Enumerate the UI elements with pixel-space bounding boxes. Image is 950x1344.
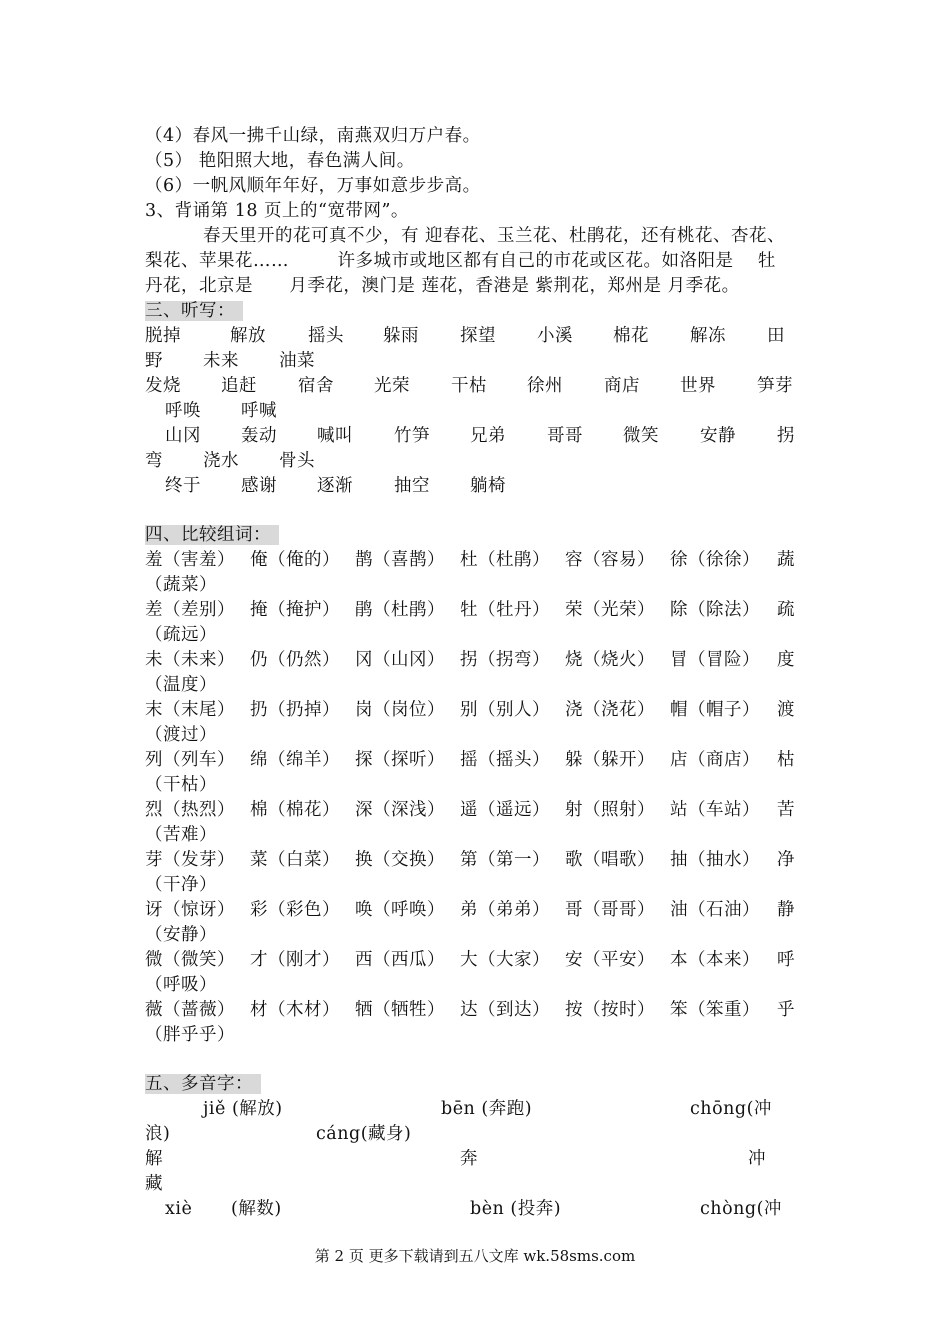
compare-entry: 掩（掩护） — [250, 600, 340, 620]
dictation-word: 解冻 — [690, 326, 726, 346]
compare-entry: 探（探听） — [355, 750, 445, 770]
compare-entry: 躲（躲开） — [565, 750, 655, 770]
compare-entry: 苦 — [777, 800, 795, 820]
dictation-word: 逐渐 — [317, 476, 353, 496]
compare-entry: 除（除法） — [670, 600, 760, 620]
section3-heading: 三、听写： — [145, 299, 243, 324]
dictation-word: 哥哥 — [547, 426, 583, 446]
compare-entry: 绵（绵羊） — [250, 750, 340, 770]
compare-entry: 渡 — [777, 700, 795, 720]
compare-entry: 牡（牡丹） — [460, 600, 550, 620]
dictation-word: 轰动 — [241, 426, 277, 446]
dictation-word: 徐州 — [527, 376, 563, 396]
compare-entry: 油（石油） — [670, 900, 760, 920]
compare-entry: 杜（杜鹃） — [460, 550, 550, 570]
compare-entry: 微（微笑） — [145, 950, 235, 970]
dictation-word: 笋芽 — [757, 376, 793, 396]
compare-entry: 鹊（喜鹊） — [355, 550, 445, 570]
dictation-word: 山冈 — [165, 426, 201, 446]
polyphone-entry: (解数) — [231, 1199, 282, 1219]
polyphone-entry: cáng(藏身) — [316, 1124, 412, 1144]
compare-entry: 遥（遥远） — [460, 800, 550, 820]
dictation-word: 田 — [767, 326, 785, 346]
compare-entry: 摇（摇头） — [460, 750, 550, 770]
compare-entry: 安（平安） — [565, 950, 655, 970]
compare-entry: 俺（俺的） — [250, 550, 340, 570]
compare-entry: 歌（唱歌） — [565, 850, 655, 870]
compare-entry: 烧（烧火） — [565, 650, 655, 670]
passage-line-1: 春天里开的花可真不少，有 迎春花、玉兰花、杜鹃花，还有桃花、杏花、 — [203, 226, 786, 246]
dictation-word: 微笑 — [623, 426, 659, 446]
dictation-word: 干枯 — [451, 376, 487, 396]
compare-entry: 静 — [777, 900, 795, 920]
dictation-word: 棉花 — [613, 326, 649, 346]
compare-entry: 枯 — [777, 750, 795, 770]
compare-entry: （安静） — [145, 925, 217, 945]
compare-entry: 帽（帽子） — [670, 700, 760, 720]
compare-entry: 薇（蔷薇） — [145, 1000, 235, 1020]
dictation-word: 躲雨 — [383, 326, 419, 346]
polyphone-char: 冲 — [748, 1149, 766, 1169]
compare-entry: 扔（扔掉） — [250, 700, 340, 720]
dictation-word: 呼唤 — [165, 401, 201, 421]
polyphone-entry: chòng(冲 — [700, 1199, 782, 1219]
dictation-word: 光荣 — [374, 376, 410, 396]
passage-line-3: 丹花，北京是 月季花，澳门是 莲花，香港是 紫荆花，郑州是 月季花。 — [145, 276, 740, 296]
polyphone-entry: chōng(冲 — [690, 1099, 772, 1119]
polyphone-entry: xiè — [165, 1199, 193, 1219]
compare-entry: （疏远） — [145, 625, 217, 645]
compare-entry: 菜（白菜） — [250, 850, 340, 870]
compare-entry: 乎 — [777, 1000, 795, 1020]
dictation-word: 兄弟 — [470, 426, 506, 446]
compare-entry: （苦难） — [145, 825, 217, 845]
polyphone-entry: bēn (奔跑) — [441, 1099, 533, 1119]
compare-entry: （干枯） — [145, 775, 217, 795]
dictation-word: 抽空 — [394, 476, 430, 496]
compare-entry: 末（末尾） — [145, 700, 235, 720]
compare-entry: （渡过） — [145, 725, 217, 745]
dictation-word: 未来 — [203, 351, 239, 371]
compare-entry: 材（木材） — [250, 1000, 340, 1020]
compare-entry: 才（刚才） — [250, 950, 340, 970]
dictation-word: 骨头 — [279, 451, 315, 471]
compare-entry: 笨（笨重） — [670, 1000, 760, 1020]
page-footer: 第 2 页 更多下载请到五八文库 wk.58sms.com — [314, 1247, 636, 1265]
compare-entry: 店（商店） — [670, 750, 760, 770]
poem-line-4: （4）春风一拂千山绿，南燕双归万户春。 — [145, 126, 481, 146]
compare-entry: 容（容易） — [565, 550, 655, 570]
dictation-word: 喊叫 — [317, 426, 353, 446]
dictation-word: 感谢 — [241, 476, 277, 496]
dictation-word: 浇水 — [203, 451, 239, 471]
compare-entry: 度 — [777, 650, 795, 670]
compare-entry: 射（照射） — [565, 800, 655, 820]
compare-entry: 按（按时） — [565, 1000, 655, 1020]
compare-entry: 换（交换） — [355, 850, 445, 870]
poem-line-5: （5） 艳阳照大地，春色满人间。 — [145, 151, 415, 171]
dictation-word: 解放 — [230, 326, 266, 346]
compare-entry: 差（差别） — [145, 600, 235, 620]
dictation-word: 摇头 — [308, 326, 344, 346]
compare-entry: 达（到达） — [460, 1000, 550, 1020]
compare-entry: 仍（仍然） — [250, 650, 340, 670]
section4-heading: 四、比较组词： — [145, 523, 279, 548]
compare-entry: 大（大家） — [460, 950, 550, 970]
dictation-word: 追赶 — [221, 376, 257, 396]
compare-entry: 别（别人） — [460, 700, 550, 720]
dictation-word: 探望 — [460, 326, 496, 346]
compare-entry: 岗（岗位） — [355, 700, 445, 720]
compare-entry: 浇（浇花） — [565, 700, 655, 720]
compare-entry: （温度） — [145, 675, 217, 695]
dictation-word: 安静 — [700, 426, 736, 446]
compare-entry: 牺（牺牲） — [355, 1000, 445, 1020]
passage-line-2: 梨花、苹果花…… 许多城市或地区都有自己的市花或区花。如洛阳是 牡 — [145, 251, 776, 271]
dictation-word: 躺椅 — [470, 476, 506, 496]
polyphone-entry: jiě (解放) — [203, 1099, 283, 1119]
compare-entry: 弟（弟弟） — [460, 900, 550, 920]
compare-entry: 芽（发芽） — [145, 850, 235, 870]
compare-entry: 羞（害羞） — [145, 550, 235, 570]
compare-entry: 疏 — [777, 600, 795, 620]
compare-entry: 本（本来） — [670, 950, 760, 970]
polyphone-char: 藏 — [145, 1174, 163, 1194]
compare-entry: （蔬菜） — [145, 575, 217, 595]
recite-instruction: 3、背诵第 18 页上的“宽带网”。 — [145, 201, 409, 221]
polyphone-entry: bèn (投奔) — [470, 1199, 562, 1219]
compare-entry: 彩（彩色） — [250, 900, 340, 920]
dictation-word: 宿舍 — [298, 376, 334, 396]
compare-entry: 抽（抽水） — [670, 850, 760, 870]
compare-entry: 讶（惊讶） — [145, 900, 235, 920]
polyphone-char: 奔 — [460, 1149, 478, 1169]
compare-entry: 冈（山冈） — [355, 650, 445, 670]
compare-entry: 棉（棉花） — [250, 800, 340, 820]
dictation-word: 商店 — [604, 376, 640, 396]
dictation-word: 呼喊 — [241, 401, 277, 421]
compare-entry: 蔬 — [777, 550, 795, 570]
compare-entry: 鹃（杜鹃） — [355, 600, 445, 620]
compare-entry: 拐（拐弯） — [460, 650, 550, 670]
compare-entry: 荣（光荣） — [565, 600, 655, 620]
compare-entry: （胖乎乎） — [145, 1025, 235, 1045]
polyphone-entry: 浪) — [145, 1124, 171, 1144]
dictation-word: 世界 — [680, 376, 716, 396]
compare-entry: 西（西瓜） — [355, 950, 445, 970]
dictation-word: 弯 — [145, 451, 163, 471]
section5-heading: 五、多音字： — [145, 1072, 261, 1097]
compare-entry: 列（列车） — [145, 750, 235, 770]
compare-entry: 呼 — [777, 950, 795, 970]
dictation-word: 小溪 — [537, 326, 573, 346]
poem-line-6: （6）一帆风顺年年好，万事如意步步高。 — [145, 176, 481, 196]
compare-entry: 徐（徐徐） — [670, 550, 760, 570]
compare-entry: 未（未来） — [145, 650, 235, 670]
compare-entry: 冒（冒险） — [670, 650, 760, 670]
compare-entry: 第（第一） — [460, 850, 550, 870]
compare-entry: 哥（哥哥） — [565, 900, 655, 920]
compare-entry: 深（深浅） — [355, 800, 445, 820]
polyphone-char: 解 — [145, 1149, 163, 1169]
dictation-word: 脱掉 — [145, 326, 181, 346]
compare-entry: （干净） — [145, 875, 217, 895]
dictation-word: 发烧 — [145, 376, 181, 396]
dictation-word: 油菜 — [279, 351, 315, 371]
compare-entry: 净 — [777, 850, 795, 870]
compare-entry: （呼吸） — [145, 975, 217, 995]
compare-entry: 烈（热烈） — [145, 800, 235, 820]
dictation-word: 终于 — [165, 476, 201, 496]
compare-entry: 站（车站） — [670, 800, 760, 820]
dictation-word: 拐 — [777, 426, 795, 446]
dictation-word: 竹笋 — [394, 426, 430, 446]
dictation-word: 野 — [145, 351, 163, 371]
compare-entry: 唤（呼唤） — [355, 900, 445, 920]
